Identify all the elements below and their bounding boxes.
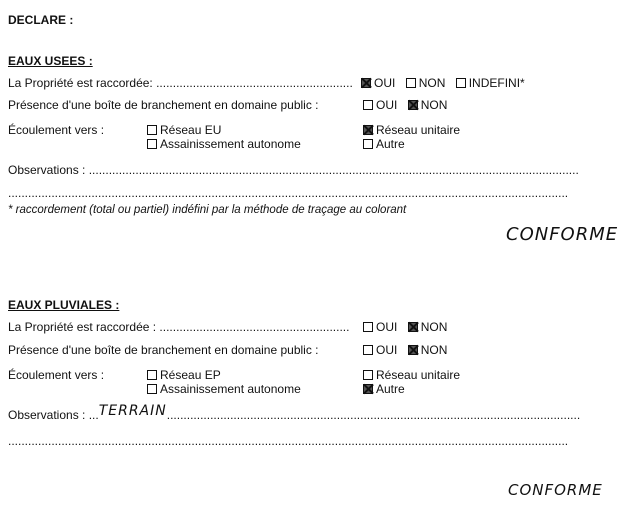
- checkbox-icon[interactable]: [147, 370, 157, 380]
- checkbox-icon[interactable]: [147, 125, 157, 135]
- ep-raccordee-non[interactable]: NON: [408, 320, 448, 334]
- eu-autre[interactable]: Autre: [363, 137, 405, 151]
- eu-handwritten-conforme: CONFORME: [506, 224, 619, 245]
- checkbox-icon[interactable]: [406, 78, 416, 88]
- ep-assainissement[interactable]: Assainissement autonome: [147, 382, 301, 396]
- ep-observations-value: TERRAIN: [98, 403, 167, 419]
- eu-raccordee-label: La Propriété est raccordée: ...........................................................: [8, 76, 353, 90]
- ep-observations-row[interactable]: [8, 403, 581, 422]
- eu-boite-options: [363, 98, 454, 112]
- eu-raccordee-row: [8, 76, 353, 90]
- eaux-pluviales-heading: EAUX PLUVIALES :: [8, 298, 120, 312]
- eu-footnote: * raccordement (total ou partiel) indéfini par la méthode de traçage au colorant: [8, 204, 407, 216]
- ep-boite-non[interactable]: NON: [408, 343, 448, 357]
- checkbox-icon[interactable]: [363, 322, 373, 332]
- ep-boite-options: [363, 343, 454, 357]
- ep-reseau-unitaire[interactable]: Réseau unitaire: [363, 368, 460, 382]
- checkbox-icon[interactable]: [363, 100, 373, 110]
- eu-assainissement[interactable]: Assainissement autonome: [147, 137, 301, 151]
- ep-observations-label: Observations : ...: [8, 408, 99, 422]
- checkbox-icon[interactable]: [147, 384, 157, 394]
- checkbox-checked-icon[interactable]: [408, 322, 418, 332]
- eaux-usees-heading: EAUX USEES :: [8, 54, 93, 68]
- eu-boite-oui[interactable]: OUI: [363, 98, 397, 112]
- ep-observations-dots: ............................................................................................................................: [166, 408, 581, 422]
- ep-raccordee-oui[interactable]: OUI: [363, 320, 397, 334]
- checkbox-checked-icon[interactable]: [363, 384, 373, 394]
- checkbox-checked-icon[interactable]: [361, 78, 371, 88]
- checkbox-icon[interactable]: [363, 139, 373, 149]
- checkbox-checked-icon[interactable]: [363, 125, 373, 135]
- eu-boite-non[interactable]: NON: [408, 98, 448, 112]
- ep-boite-oui[interactable]: OUI: [363, 343, 397, 357]
- eu-raccordee-indefini[interactable]: INDEFINI*: [456, 76, 525, 90]
- ep-handwritten-conforme: CONFORME: [508, 481, 603, 499]
- checkbox-checked-icon[interactable]: [408, 345, 418, 355]
- checkbox-checked-icon[interactable]: [408, 100, 418, 110]
- eu-raccordee-options: [361, 76, 532, 90]
- ep-autre[interactable]: Autre: [363, 382, 405, 396]
- eu-raccordee-oui[interactable]: OUI: [361, 76, 395, 90]
- checkbox-icon[interactable]: [363, 370, 373, 380]
- ep-raccordee-options: [363, 320, 454, 334]
- eu-reseau-unitaire[interactable]: Réseau unitaire: [363, 123, 460, 137]
- checkbox-icon[interactable]: [363, 345, 373, 355]
- eu-raccordee-non[interactable]: NON: [406, 76, 446, 90]
- ep-raccordee-label: La Propriété est raccordée : .........................................................: [8, 320, 350, 334]
- declare-title: DECLARE :: [8, 13, 74, 27]
- checkbox-icon[interactable]: [147, 139, 157, 149]
- eu-ecoulement-label: Écoulement vers :: [8, 123, 105, 137]
- ep-reseau-ep[interactable]: Réseau EP: [147, 368, 221, 382]
- checkbox-icon[interactable]: [456, 78, 466, 88]
- eu-reseau-eu[interactable]: Réseau EU: [147, 123, 221, 137]
- eu-boite-label: Présence d'une boîte de branchement en domaine public :: [8, 98, 319, 112]
- ep-dotted-line: ........................................................................................................................................................................: [8, 434, 569, 448]
- eu-observations[interactable]: Observations : ...................................................................................................................................................: [8, 163, 579, 177]
- ep-boite-label: Présence d'une boîte de branchement en domaine public :: [8, 343, 319, 357]
- eu-dotted-line: ........................................................................................................................................................................: [8, 186, 569, 200]
- ep-ecoulement-label: Écoulement vers :: [8, 368, 105, 382]
